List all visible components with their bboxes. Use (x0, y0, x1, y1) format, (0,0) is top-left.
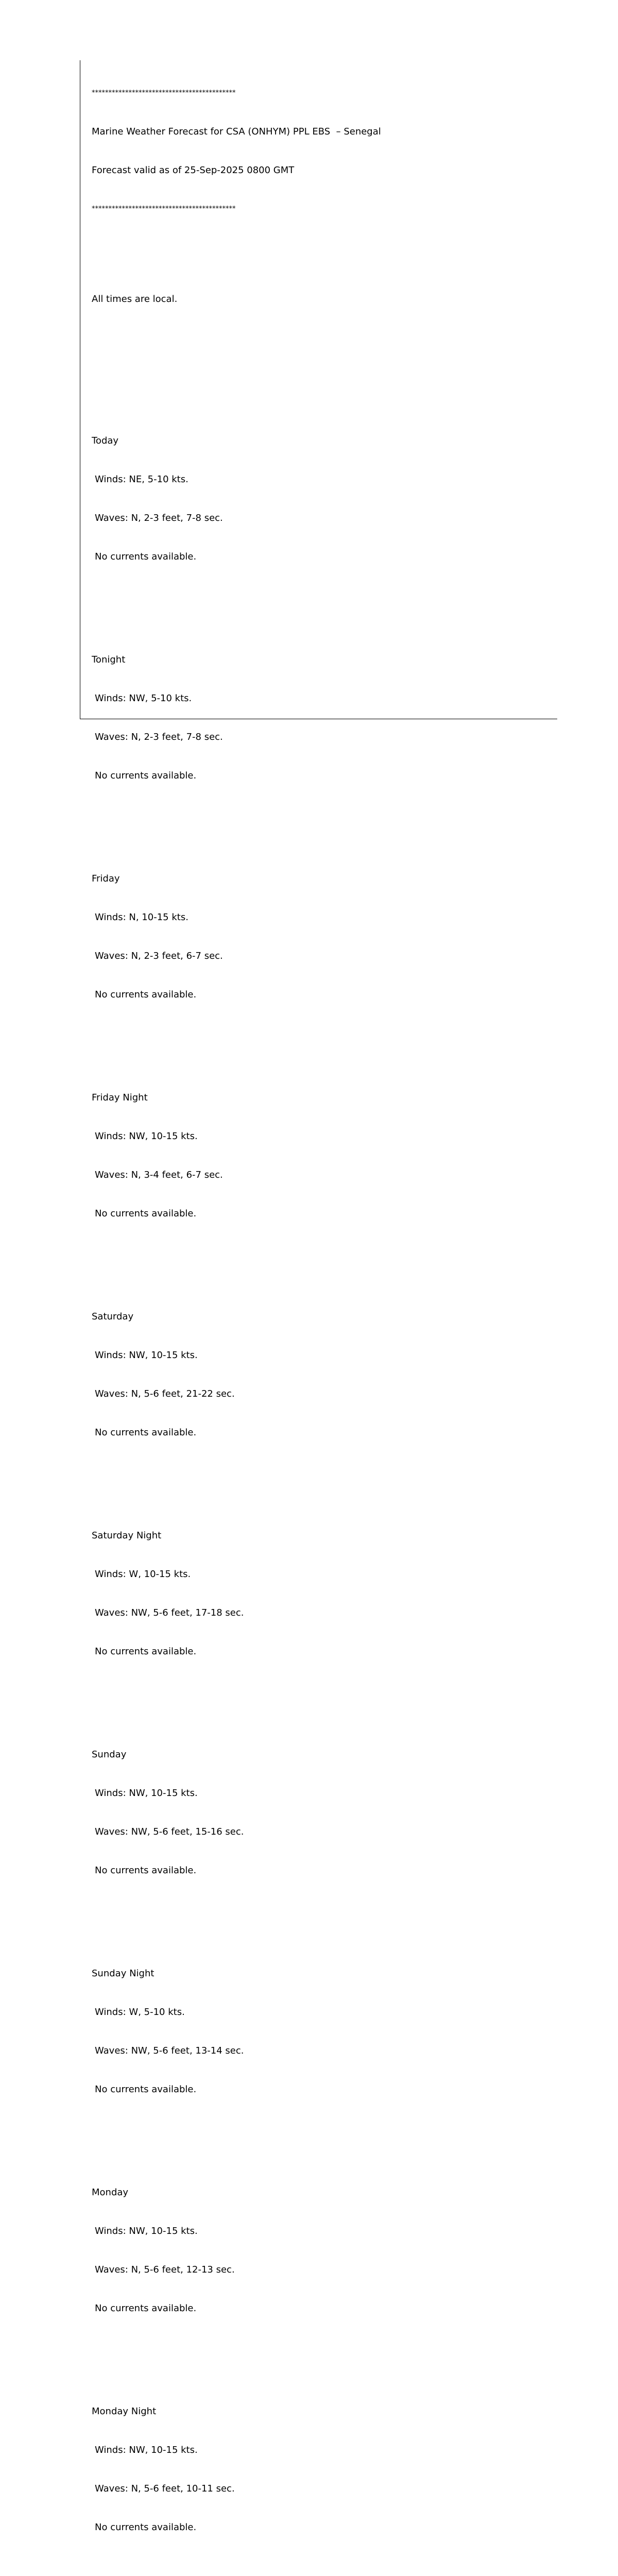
forecast-period (92, 1284, 545, 1465)
period-waves: Waves: N, 5-6 feet, 12-13 sec. (95, 2264, 235, 2275)
forecast-period (92, 628, 545, 808)
period-waves: Waves: NW, 5-6 feet, 17-18 sec. (95, 1607, 244, 1618)
period-name: Friday (92, 873, 120, 884)
period-name: Monday Night (92, 2406, 157, 2417)
times-note: All times are local. (92, 294, 178, 304)
period-waves: Waves: N, 5-6 feet, 10-11 sec. (95, 2483, 235, 2494)
period-currents: No currents available. (95, 2522, 197, 2533)
forecast-period (92, 1722, 545, 1903)
period-name: Saturday Night (92, 1530, 162, 1541)
period-winds: Winds: W, 10-15 kts. (95, 1569, 191, 1580)
forecast-period (92, 2379, 545, 2560)
period-winds: Winds: NW, 10-15 kts. (95, 2445, 198, 2455)
period-winds: Winds: NW, 5-10 kts. (95, 693, 192, 704)
period-winds: Winds: W, 5-10 kts. (95, 2007, 185, 2018)
period-winds: Winds: N, 10-15 kts. (95, 912, 188, 923)
period-name: Monday (92, 2187, 129, 2198)
period-currents: No currents available. (95, 2084, 197, 2095)
forecast-period (92, 2160, 545, 2341)
period-currents: No currents available. (95, 2303, 197, 2314)
header-stars-top: ******************************************* (92, 89, 236, 97)
period-waves: Waves: N, 2-3 feet, 7-8 sec. (95, 513, 223, 523)
period-currents: No currents available. (95, 551, 197, 562)
period-currents: No currents available. (95, 1865, 197, 1876)
forecast-valid-time: Forecast valid as of 25-Sep-2025 0800 GMT (92, 165, 295, 176)
times-note-section (92, 267, 545, 331)
period-waves: Waves: N, 5-6 feet, 21-22 sec. (95, 1388, 235, 1399)
period-currents: No currents available. (95, 1646, 197, 1657)
forecast-periods (92, 370, 545, 2576)
forecast-document (92, 61, 545, 2576)
period-name: Tonight (92, 654, 126, 665)
header-stars-bottom: ******************************************* (92, 205, 236, 213)
period-winds: Winds: NW, 10-15 kts. (95, 1131, 198, 1142)
period-name: Today (92, 435, 119, 446)
period-name: Sunday Night (92, 1968, 154, 1979)
period-waves: Waves: N, 2-3 feet, 6-7 sec. (95, 951, 223, 961)
period-currents: No currents available. (95, 1427, 197, 1438)
period-currents: No currents available. (95, 1208, 197, 1219)
period-name: Sunday (92, 1749, 127, 1760)
period-waves: Waves: NW, 5-6 feet, 13-14 sec. (95, 2045, 244, 2056)
period-waves: Waves: N, 3-4 feet, 6-7 sec. (95, 1170, 223, 1180)
forecast-period (92, 1503, 545, 1684)
forecast-period (92, 1941, 545, 2122)
forecast-period (92, 846, 545, 1027)
period-winds: Winds: NW, 10-15 kts. (95, 1350, 198, 1361)
forecast-period (92, 1065, 545, 1246)
period-winds: Winds: NE, 5-10 kts. (95, 474, 188, 485)
period-currents: No currents available. (95, 989, 197, 1000)
forecast-period (92, 409, 545, 589)
period-name: Saturday (92, 1311, 134, 1322)
period-waves: Waves: NW, 5-6 feet, 15-16 sec. (95, 1826, 244, 1837)
period-currents: No currents available. (95, 770, 197, 781)
forecast-title: Marine Weather Forecast for CSA (ONHYM) PPL EBS – Senegal (92, 126, 381, 137)
period-winds: Winds: NW, 10-15 kts. (95, 2226, 198, 2236)
period-name: Friday Night (92, 1092, 148, 1103)
period-winds: Winds: NW, 10-15 kts. (95, 1788, 198, 1799)
period-waves: Waves: N, 2-3 feet, 7-8 sec. (95, 732, 223, 742)
